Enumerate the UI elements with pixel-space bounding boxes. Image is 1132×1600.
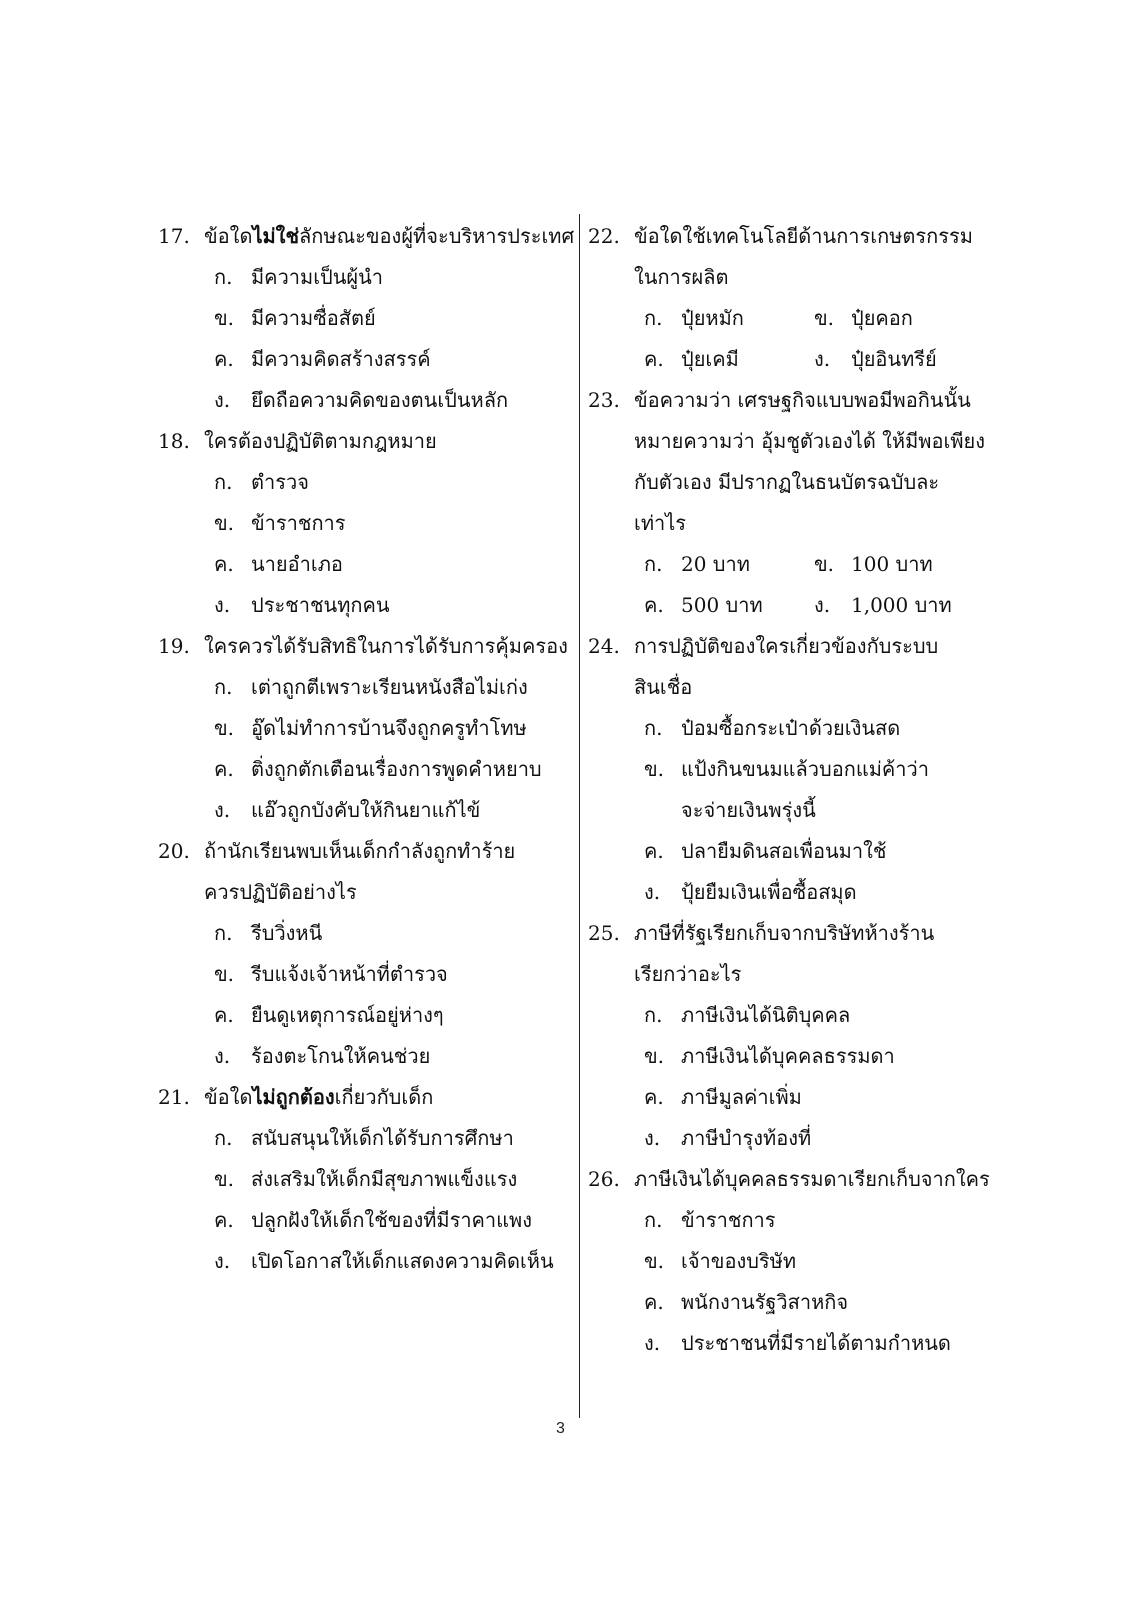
option-letter: ก. — [644, 552, 663, 576]
option-text: นายอำเภอ — [251, 552, 343, 576]
option-text: ส่งเสริมให้เด็กมีสุขภาพแข็งแรง — [251, 1167, 518, 1191]
option-letter: ข. — [214, 306, 235, 330]
option-letter: ก. — [214, 675, 233, 699]
option-text: ประชาชนที่มีรายได้ตามกำหนด — [681, 1331, 951, 1355]
question-26 — [588, 1159, 1008, 1200]
option-text: มีความซื่อสัตย์ — [251, 306, 376, 330]
question-number: 22. — [588, 224, 620, 248]
option-text: ป๋อมซื้อกระเป๋าด้วยเงินสด — [681, 716, 901, 740]
option-d — [158, 790, 570, 831]
option-row — [588, 585, 1008, 626]
question-19 — [158, 626, 570, 667]
option-row — [588, 298, 1008, 339]
option-c — [158, 1200, 570, 1241]
option-letter: ค. — [214, 552, 234, 576]
question-number: 23. — [588, 388, 620, 412]
option-text: รีบวิ่งหนี — [251, 921, 323, 945]
option-letter: ค. — [214, 347, 234, 371]
option-letter: ง. — [814, 593, 831, 617]
option-d — [588, 1323, 1008, 1364]
option-letter: ข. — [644, 1249, 665, 1273]
option-text: ตำรวจ — [251, 470, 309, 494]
question-text: ใครต้องปฏิบัติตามกฎหมาย — [204, 429, 437, 453]
option-text: ข้าราชการ — [251, 511, 346, 535]
option-c — [158, 339, 570, 380]
option-letter: ก. — [214, 921, 233, 945]
option-letter: ก. — [214, 265, 233, 289]
option-letter: ค. — [644, 839, 664, 863]
option-a — [158, 1118, 570, 1159]
option-b — [588, 1036, 1008, 1077]
question-number: 18. — [158, 429, 190, 453]
option-text: 1,000 บาท — [851, 593, 952, 617]
option-letter: ก. — [644, 306, 663, 330]
question-number: 25. — [588, 921, 620, 945]
option-text: รีบแจ้งเจ้าหน้าที่ตำรวจ — [251, 962, 448, 986]
question-text — [204, 216, 574, 257]
question-text — [204, 1077, 433, 1118]
option-letter: ง. — [214, 798, 231, 822]
question-17 — [158, 216, 575, 257]
question-20 — [158, 831, 570, 872]
option-letter: ง. — [214, 388, 231, 412]
option-b — [588, 1241, 1008, 1282]
option-text: อู๊ดไม่ทำการบ้านจึงถูกครูทำโทษ — [251, 716, 527, 740]
option-letter: ค. — [214, 757, 234, 781]
option-d — [158, 380, 570, 421]
option-text: ปุ๋ยอินทรีย์ — [851, 347, 937, 371]
question-text: ข้อใดใช้เทคโนโลยีด้านการเกษตรกรรม — [634, 224, 973, 248]
question-18 — [158, 421, 570, 462]
question-text: ถ้านักเรียนพบเห็นเด็กกำลังถูกทำร้าย — [204, 839, 516, 863]
option-letter: ค. — [644, 593, 664, 617]
option-row — [588, 339, 1008, 380]
option-a — [158, 667, 570, 708]
question-text-emphasis: ไม่ถูกต้อง — [252, 1085, 335, 1109]
option-letter: ข. — [214, 1167, 235, 1191]
option-text: แป้งกินขนมแล้วบอกแม่ค้าว่า — [681, 757, 929, 781]
option-text: ข้าราชการ — [681, 1208, 776, 1232]
question-text: การปฏิบัติของใครเกี่ยวข้องกับระบบ — [634, 634, 939, 658]
question-number: 26. — [588, 1167, 620, 1191]
option-letter: ข. — [214, 716, 235, 740]
option-a — [588, 708, 1008, 749]
question-25 — [588, 913, 1008, 954]
page-number: 3 — [556, 1420, 565, 1437]
option-letter: ข. — [814, 552, 835, 576]
option-text: ปุ๋ยหมัก — [681, 306, 744, 330]
option-letter: ค. — [214, 1003, 234, 1027]
option-text: ยึดถือความคิดของตนเป็นหลัก — [251, 388, 509, 412]
option-text: เต่าถูกตีเพราะเรียนหนังสือไม่เก่ง — [251, 675, 528, 699]
question-21 — [158, 1077, 570, 1118]
option-text: ติ่งถูกตักเตือนเรื่องการพูดคำหยาบ — [251, 757, 542, 781]
option-text-line: จะจ่ายเงินพรุ่งนี้ — [681, 798, 816, 822]
question-text-part: ลักษณะของผู้ที่จะบริหารประเทศ — [299, 224, 575, 248]
option-text: ปุ้ยยืมเงินเพื่อซื้อสมุด — [681, 880, 857, 904]
option-letter: ก. — [214, 1126, 233, 1150]
question-text-line: สินเชื่อ — [634, 675, 693, 699]
option-text: 20 บาท — [681, 552, 750, 576]
option-letter: ข. — [814, 306, 835, 330]
option-text: ปุ๋ยคอก — [851, 306, 913, 330]
question-text-emphasis: ไม่ใช่ — [252, 224, 300, 248]
option-letter: ค. — [644, 347, 664, 371]
option-letter: ง. — [214, 593, 231, 617]
option-text: ภาษีเงินได้นิติบุคคล — [681, 1003, 851, 1027]
question-text-continued — [158, 872, 570, 913]
option-letter: ง. — [214, 1249, 231, 1273]
option-b-continued — [588, 790, 1008, 831]
option-text: สนับสนุนให้เด็กได้รับการศึกษา — [251, 1126, 514, 1150]
option-letter: ง. — [644, 1126, 661, 1150]
question-text-line: ควรปฏิบัติอย่างไร — [204, 880, 357, 904]
question-23 — [588, 380, 1008, 421]
left-column — [158, 216, 575, 1282]
option-text: เปิดโอกาสให้เด็กแสดงความคิดเห็น — [251, 1249, 554, 1273]
option-b — [588, 749, 1008, 790]
question-text-part: เกี่ยวกับเด็ก — [334, 1085, 434, 1109]
option-letter: ง. — [644, 1331, 661, 1355]
question-text-continued — [588, 257, 1008, 298]
question-text-line: เท่าไร — [634, 511, 687, 535]
option-text: ประชาชนทุกคน — [251, 593, 390, 617]
question-number: 19. — [158, 634, 190, 658]
question-text-line: หมายความว่า อุ้มชูตัวเองได้ ให้มีพอเพียง — [634, 429, 985, 453]
option-d — [158, 1241, 570, 1282]
option-c — [588, 1282, 1008, 1323]
question-text: ใครควรได้รับสิทธิในการได้รับการคุ้มครอง — [204, 634, 568, 658]
question-text-part: ข้อใด — [204, 224, 253, 248]
question-text-continued — [588, 421, 1008, 462]
option-letter: ก. — [214, 470, 233, 494]
question-number: 24. — [588, 634, 620, 658]
option-text: พนักงานรัฐวิสาหกิจ — [681, 1290, 849, 1314]
option-row — [588, 544, 1008, 585]
question-text-line: ในการผลิต — [634, 265, 729, 289]
option-b — [158, 1159, 570, 1200]
question-number: 20. — [158, 839, 190, 863]
option-a — [158, 462, 570, 503]
option-letter: ข. — [214, 962, 235, 986]
option-c — [158, 544, 570, 585]
option-c — [158, 749, 570, 790]
option-d — [158, 1036, 570, 1077]
question-text-line: เรียกว่าอะไร — [634, 962, 742, 986]
option-c — [588, 831, 1008, 872]
option-d — [588, 1118, 1008, 1159]
question-text-line: กับตัวเอง มีปรากฏในธนบัตรฉบับละ — [634, 470, 940, 494]
option-text: ปุ๋ยเคมี — [681, 347, 739, 371]
question-text: ภาษีที่รัฐเรียกเก็บจากบริษัทห้างร้าน — [634, 921, 935, 945]
option-a — [588, 995, 1008, 1036]
question-text-part: ข้อใด — [204, 1085, 253, 1109]
option-text: 500 บาท — [681, 593, 763, 617]
option-a — [158, 257, 570, 298]
option-c — [158, 995, 570, 1036]
option-text: ภาษีบำรุงท้องที่ — [681, 1126, 812, 1150]
option-a — [588, 1200, 1008, 1241]
option-text: มีความคิดสร้างสรรค์ — [251, 347, 431, 371]
column-divider — [579, 214, 580, 1418]
question-22 — [588, 216, 1008, 257]
option-text: ภาษีมูลค่าเพิ่ม — [681, 1085, 802, 1109]
option-text: ปลายืมดินสอเพื่อนมาใช้ — [681, 839, 887, 863]
option-b — [158, 298, 570, 339]
option-letter: ง. — [644, 880, 661, 904]
option-letter: ข. — [644, 757, 665, 781]
option-text: ปลูกฝังให้เด็กใช้ของที่มีราคาแพง — [251, 1208, 533, 1232]
option-d — [588, 872, 1008, 913]
option-text: ยืนดูเหตุการณ์อยู่ห่างๆ — [251, 1003, 444, 1027]
option-letter: ค. — [644, 1085, 664, 1109]
option-text: 100 บาท — [851, 552, 933, 576]
option-letter: ค. — [644, 1290, 664, 1314]
option-c — [588, 1077, 1008, 1118]
option-d — [158, 585, 570, 626]
option-text: มีความเป็นผู้นำ — [251, 265, 384, 289]
question-text-continued — [588, 667, 1008, 708]
question-text: ภาษีเงินได้บุคคลธรรมดาเรียกเก็บจากใคร — [634, 1167, 990, 1191]
question-text-continued — [588, 462, 1008, 503]
option-text: แอ๊วถูกบังคับให้กินยาแก้ไข้ — [251, 798, 481, 822]
question-number: 17. — [158, 224, 190, 248]
option-letter: ก. — [644, 1208, 663, 1232]
option-letter: ค. — [214, 1208, 234, 1232]
question-text-continued — [588, 503, 1008, 544]
question-number: 21. — [158, 1085, 190, 1109]
option-letter: ง. — [814, 347, 831, 371]
option-letter: ก. — [644, 716, 663, 740]
option-a — [158, 913, 570, 954]
right-column — [588, 216, 1008, 1364]
option-letter: ง. — [214, 1044, 231, 1068]
option-letter: ข. — [644, 1044, 665, 1068]
question-24 — [588, 626, 1008, 667]
option-b — [158, 503, 570, 544]
option-b — [158, 954, 570, 995]
option-text: ร้องตะโกนให้คนช่วย — [251, 1044, 431, 1068]
option-text: เจ้าของบริษัท — [681, 1249, 797, 1273]
option-letter: ก. — [644, 1003, 663, 1027]
option-text: ภาษีเงินได้บุคคลธรรมดา — [681, 1044, 895, 1068]
option-letter: ข. — [214, 511, 235, 535]
option-b — [158, 708, 570, 749]
question-text: ข้อความว่า เศรษฐกิจแบบพอมีพอกินนั้น — [634, 388, 971, 412]
question-text-continued — [588, 954, 1008, 995]
